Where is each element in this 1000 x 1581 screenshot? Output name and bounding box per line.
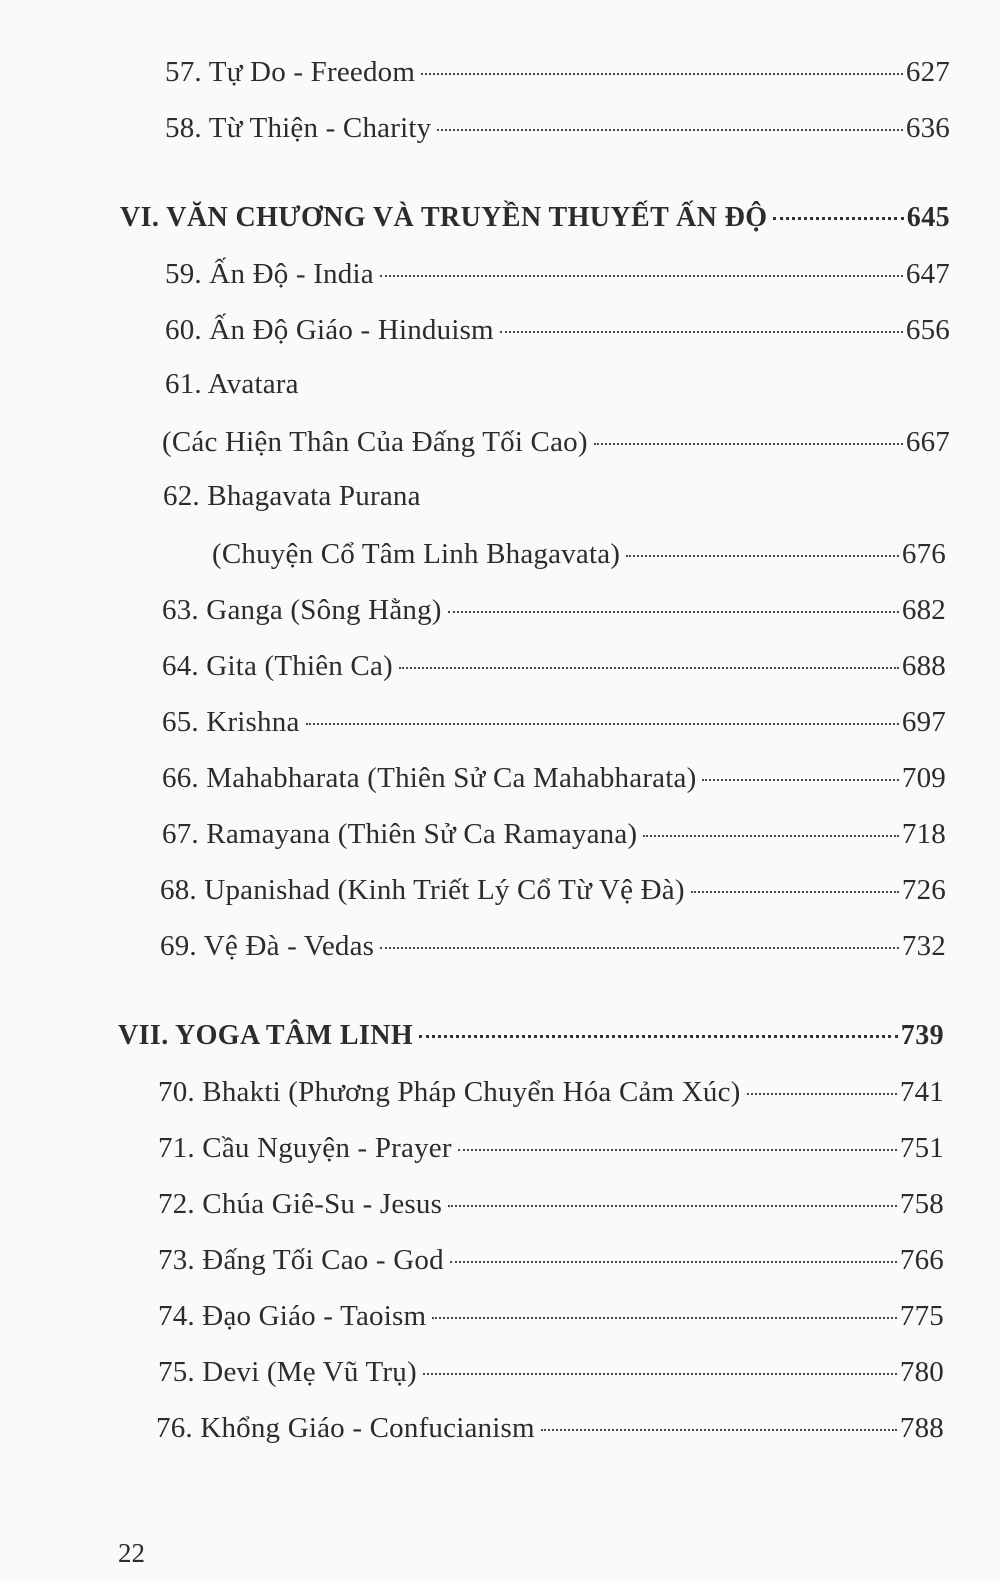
dot-leader <box>747 1093 897 1095</box>
entry-page: 751 <box>899 1132 944 1164</box>
toc-entry-continuation <box>162 426 950 466</box>
toc-entry-continuation <box>212 538 946 578</box>
entry-page: 766 <box>899 1244 944 1276</box>
entry-page: 788 <box>899 1412 944 1444</box>
entry-title: 59. Ấn Độ - India <box>165 258 374 290</box>
toc-entry <box>165 258 950 298</box>
entry-page: 627 <box>905 56 950 88</box>
entry-title: 65. Krishna <box>162 706 300 738</box>
entry-title: 61. Avatara <box>165 368 299 400</box>
toc-entry <box>156 1412 944 1452</box>
dot-leader <box>594 443 903 445</box>
entry-title: 64. Gita (Thiên Ca) <box>162 650 393 682</box>
dot-leader <box>626 555 899 557</box>
section-page: 645 <box>906 202 950 233</box>
entry-title: 60. Ấn Độ Giáo - Hinduism <box>165 314 494 346</box>
dot-leader <box>450 1261 897 1263</box>
section-page: 739 <box>900 1020 944 1051</box>
entry-title: (Các Hiện Thân Của Đấng Tối Cao) <box>162 426 588 458</box>
entry-page: 780 <box>899 1356 944 1388</box>
dot-leader <box>419 1035 898 1038</box>
section-title: VII. YOGA TÂM LINH <box>118 1020 414 1051</box>
dot-leader <box>458 1149 897 1151</box>
toc-entry <box>163 480 948 520</box>
toc-entry <box>165 56 950 96</box>
dot-leader <box>691 891 899 893</box>
toc-entry <box>160 874 946 914</box>
toc-entry <box>162 818 946 858</box>
entry-page: 758 <box>899 1188 944 1220</box>
entry-title: 74. Đạo Giáo - Taoism <box>158 1300 427 1332</box>
entry-page: 647 <box>905 258 950 290</box>
entry-page: 718 <box>901 818 946 850</box>
entry-title: 57. Tự Do - Freedom <box>165 56 416 88</box>
dot-leader <box>423 1373 897 1375</box>
entry-page: 775 <box>899 1300 944 1332</box>
entry-page: 726 <box>901 874 946 906</box>
dot-leader <box>702 779 898 781</box>
entry-page: 676 <box>901 538 946 570</box>
page-number: 22 <box>118 1538 145 1568</box>
dot-leader <box>380 275 903 277</box>
entry-title: 69. Vệ Đà - Vedas <box>160 930 375 962</box>
entry-title: 67. Ramayana (Thiên Sử Ca Ramayana) <box>162 818 638 850</box>
dot-leader <box>380 947 899 949</box>
dot-leader <box>421 73 903 75</box>
entry-title: 70. Bhakti (Phương Pháp Chuyển Hóa Cảm Xúc) <box>158 1076 741 1108</box>
entry-page: 688 <box>901 650 946 682</box>
dot-leader <box>643 835 899 837</box>
dot-leader <box>437 129 903 131</box>
toc-entry <box>162 594 946 634</box>
entry-page: 636 <box>905 112 950 144</box>
entry-title: 76. Khổng Giáo - Confucianism <box>156 1412 535 1444</box>
toc-entry <box>165 368 950 408</box>
toc-entry <box>165 112 950 152</box>
dot-leader <box>448 611 899 613</box>
toc-section-heading <box>120 202 950 242</box>
entry-title: 73. Đấng Tối Cao - God <box>158 1244 444 1276</box>
entry-title: (Chuyện Cổ Tâm Linh Bhagavata) <box>212 538 621 570</box>
toc-entry <box>160 930 946 970</box>
dot-leader <box>432 1317 897 1319</box>
entry-title: 58. Từ Thiện - Charity <box>165 112 432 144</box>
toc-section-heading <box>118 1020 944 1060</box>
dot-leader <box>541 1429 897 1431</box>
toc-entry <box>165 314 950 354</box>
entry-page: 732 <box>901 930 946 962</box>
dot-leader <box>399 667 899 669</box>
entry-title: 75. Devi (Mẹ Vũ Trụ) <box>158 1356 417 1388</box>
entry-page: 697 <box>901 706 946 738</box>
dot-leader <box>773 217 903 220</box>
toc-entry <box>158 1188 944 1228</box>
toc-entry <box>158 1076 944 1116</box>
toc-entry <box>162 650 946 690</box>
entry-page: 709 <box>901 762 946 794</box>
entry-title: 68. Upanishad (Kinh Triết Lý Cổ Từ Vệ Đà) <box>160 874 685 906</box>
entry-title: 66. Mahabharata (Thiên Sử Ca Mahabharata) <box>162 762 697 794</box>
entry-title: 63. Ganga (Sông Hằng) <box>162 594 442 626</box>
entry-title: 62. Bhagavata Purana <box>163 480 421 512</box>
entry-page: 667 <box>905 426 950 458</box>
dot-leader <box>448 1205 897 1207</box>
entry-title: 71. Cầu Nguyện - Prayer <box>158 1132 452 1164</box>
entry-page: 741 <box>899 1076 944 1108</box>
dot-leader <box>306 723 899 725</box>
entry-page: 682 <box>901 594 946 626</box>
dot-leader <box>500 331 903 333</box>
toc-entry <box>158 1132 944 1172</box>
section-title: VI. VĂN CHƯƠNG VÀ TRUYỀN THUYẾT ẤN ĐỘ <box>120 202 768 233</box>
toc-entry <box>158 1356 944 1396</box>
entry-title: 72. Chúa Giê-Su - Jesus <box>158 1188 443 1220</box>
toc-entry <box>158 1244 944 1284</box>
entry-page: 656 <box>905 314 950 346</box>
toc-entry <box>162 762 946 802</box>
toc-entry <box>158 1300 944 1340</box>
toc-entry <box>162 706 946 746</box>
